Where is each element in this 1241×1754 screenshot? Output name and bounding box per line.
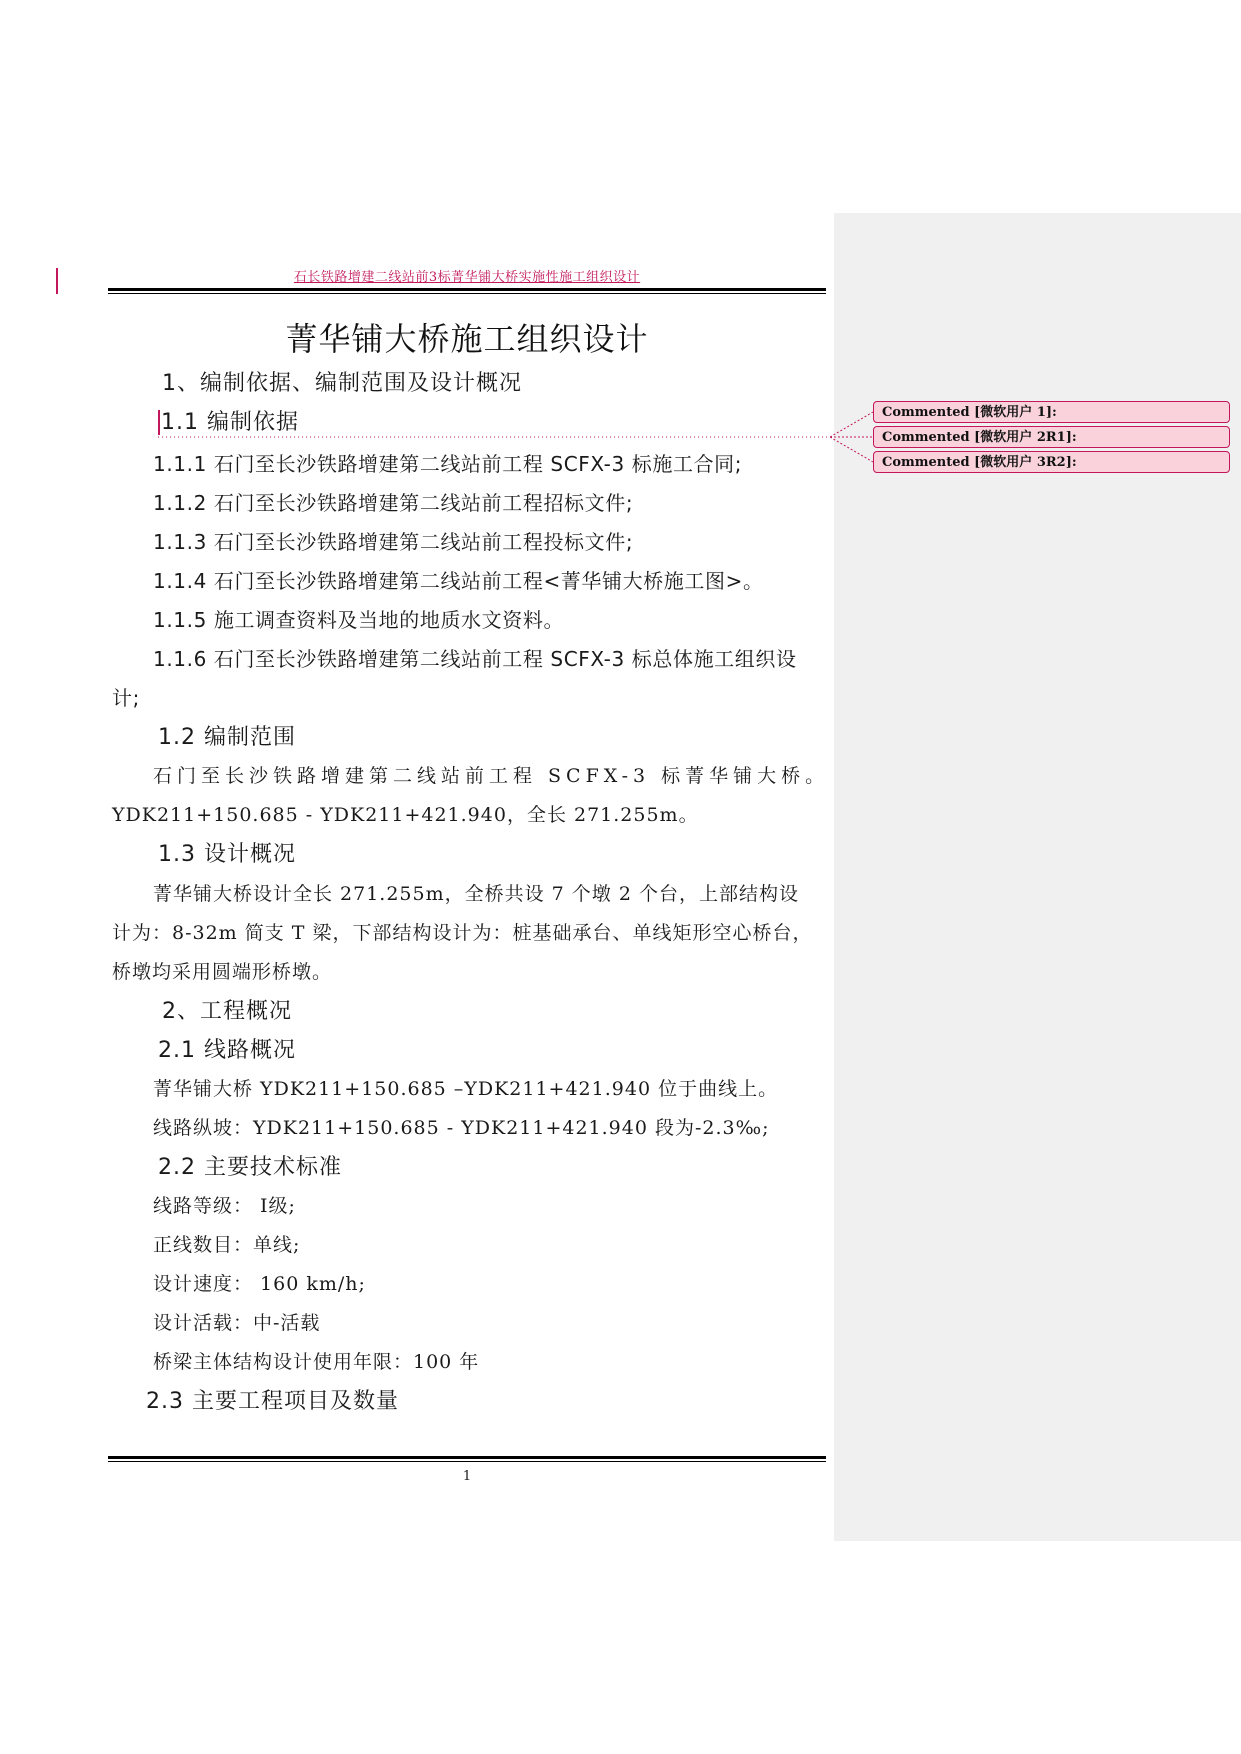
- section-1-3-heading: 1.3 设计概况: [158, 842, 296, 867]
- body-text: 菁华铺大桥设计全长 271.255m，全桥共设 7 个墩 2 个台，上部结构设: [153, 883, 799, 905]
- section-1-1-heading: [158, 408, 876, 438]
- list-item: 1.1.5 施工调查资料及当地的地质水文资料。: [153, 608, 565, 632]
- section-1-heading: 1、编制依据、编制范围及设计概况: [162, 371, 522, 396]
- list-item: 1.1.4 石门至长沙铁路增建第二线站前工程<菁华铺大桥施工图>。: [153, 569, 764, 593]
- page-number: 1: [462, 1469, 472, 1484]
- spec-item: 正线数目：单线;: [153, 1234, 301, 1256]
- section-2-3-heading: 2.3 主要工程项目及数量: [146, 1389, 399, 1414]
- spec-item: 桥梁主体结构设计使用年限：100 年: [153, 1351, 480, 1373]
- comment-anchor[interactable]: 1: [158, 410, 176, 435]
- header-rule: [108, 288, 826, 291]
- body-text: 线路纵坡：YDK211+150.685 - YDK211+421.940 段为-2.3‰;: [153, 1117, 770, 1139]
- list-item: 1.1.2 石门至长沙铁路增建第二线站前工程招标文件;: [153, 491, 634, 515]
- spec-item: 设计活载：中-活载: [153, 1312, 321, 1334]
- revision-change-bar: [56, 268, 58, 294]
- body-text: 计为：8-32m 简支 T 梁，下部结构设计为：桩基础承台、单线矩形空心桥台，: [112, 922, 813, 944]
- comment-balloon[interactable]: Commented [微软用户 1]:: [873, 401, 1230, 423]
- header-rule-thin: [108, 293, 826, 294]
- list-item: 1.1.3 石门至长沙铁路增建第二线站前工程投标文件;: [153, 530, 634, 554]
- list-item-continuation: 计;: [112, 686, 140, 710]
- section-2-1-heading: 2.1 线路概况: [158, 1038, 296, 1063]
- document-title: 菁华铺大桥施工组织设计: [285, 320, 649, 358]
- body-text: 桥墩均采用圆端形桥墩。: [112, 961, 333, 983]
- section-1-2-heading: 1.2 编制范围: [158, 725, 296, 750]
- spec-item: 线路等级： Ⅰ级;: [153, 1195, 296, 1217]
- footer-rule-thin: [108, 1461, 826, 1462]
- section-2-2-heading: 2.2 主要技术标准: [158, 1155, 342, 1180]
- section-1-1-heading-text: .1 编制依据: [176, 410, 299, 435]
- body-text: YDK211+150.685 - YDK211+421.940，全长 271.255m。: [112, 804, 699, 826]
- list-item: 1.1.6 石门至长沙铁路增建第二线站前工程 SCFX-3 标总体施工组织设: [153, 647, 797, 671]
- comment-balloon[interactable]: Commented [微软用户 3R2]:: [873, 451, 1230, 473]
- page-header: 石长铁路增建二线站前3标菁华铺大桥实施性施工组织设计: [293, 270, 641, 285]
- spec-item: 设计速度： 160 km/h;: [153, 1273, 366, 1295]
- section-2-heading: 2、工程概况: [162, 999, 292, 1024]
- comment-balloon[interactable]: Commented [微软用户 2R1]:: [873, 426, 1230, 448]
- footer-rule: [108, 1456, 826, 1459]
- body-text: 菁华铺大桥 YDK211+150.685 –YDK211+421.940 位于曲线上。: [153, 1078, 779, 1100]
- list-item: 1.1.1 石门至长沙铁路增建第二线站前工程 SCFX-3 标施工合同;: [153, 452, 743, 476]
- body-text: 石门至长沙铁路增建第二线站前工程 SCFX-3 标菁华铺大桥。: [153, 765, 830, 787]
